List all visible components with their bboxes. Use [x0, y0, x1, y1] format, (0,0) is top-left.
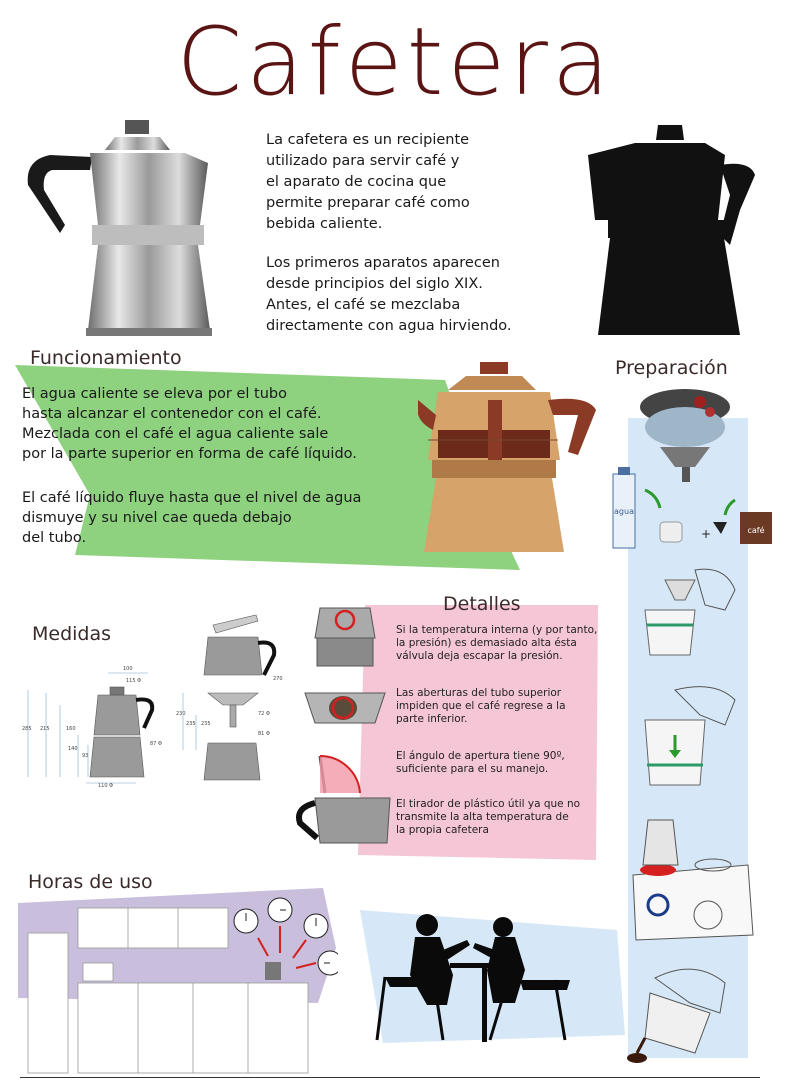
funcionamiento-paragraph-1: El agua caliente se eleva por el tubo hasta alcanzar el contenedor con el café. Mezclada con el café el agua caliente sale por la parte superior en forma de café líquido. [22, 386, 357, 462]
funcionamiento-heading: Funcionamiento [30, 347, 182, 369]
horas-background [18, 888, 338, 1078]
plus-sign: + [701, 527, 712, 541]
preparacion-step-4-stove [628, 815, 758, 945]
dim-label: 81 Φ [258, 731, 270, 737]
bottle-label: agua [614, 507, 634, 516]
funcionamiento-paragraph-2: El café líquido fluye hasta que el nivel de agua dismuye y su nivel cae queda debajo del tubo. [22, 490, 362, 546]
dim-label: 115 Φ [126, 678, 142, 684]
dim-label: 110 Φ [98, 783, 114, 789]
dim-label: 93 [82, 753, 89, 759]
page-title: Cafetera [176, 8, 614, 117]
cafe-label: café [747, 526, 765, 535]
dim-label: 270 [273, 676, 283, 682]
detalle-item-4: El tirador de plástico útil ya que no transmite la alta temperatura de la propia cafetera [396, 798, 581, 836]
dim-label: 72 Φ [258, 711, 270, 717]
dim-label: 230 [176, 711, 186, 717]
moka-pot-photo [20, 115, 242, 340]
intro-text [266, 130, 596, 355]
medidas-heading: Medidas [32, 623, 112, 645]
couple-silhouette [355, 895, 625, 1055]
detalle-item-1: Si la temperatura interna (y por tanto, la presión) es demasiado alta ésta válvula deja escapar la presión. [396, 624, 598, 662]
dim-label: 160 [66, 726, 76, 732]
detalles-heading: Detalles [443, 593, 521, 615]
preparacion-step-1 [605, 382, 785, 562]
dim-label: 215 [40, 726, 50, 732]
preparacion-heading: Preparación [615, 357, 728, 379]
dim-label: 87 Φ [150, 741, 162, 747]
intro-paragraph-1: La cafetera es un recipiente utilizado para servir café y el aparato de cocina que permite preparar café como bebida caliente. [266, 132, 470, 232]
moka-cross-section [418, 360, 603, 560]
preparacion-step-5-pouring [625, 958, 735, 1068]
detalles-photos [295, 598, 395, 858]
medidas-diagram [18, 605, 293, 795]
detalle-item-3: El ángulo de apertura tiene 90º, suficiente para el su manejo. [396, 750, 565, 775]
dim-label: 285 [22, 726, 32, 732]
horas-heading: Horas de uso [28, 871, 153, 893]
detalle-item-2: Las aberturas del tubo superior impiden que el café regrese a la parte inferior. [396, 687, 566, 725]
intro-paragraph-2: Los primeros aparatos aparecen desde principios del siglo XIX. Antes, el café se mezclaba directamente con agua hirviendo. [266, 255, 512, 334]
preparacion-step-2 [635, 565, 745, 665]
dim-label: 235 [186, 721, 196, 727]
dim-label: 140 [68, 746, 78, 752]
preparacion-step-3 [635, 680, 745, 790]
dim-label: 235 [201, 721, 211, 727]
bottom-rule [20, 1077, 760, 1078]
moka-pot-silhouette [580, 125, 775, 340]
dim-label: 100 [123, 666, 133, 672]
